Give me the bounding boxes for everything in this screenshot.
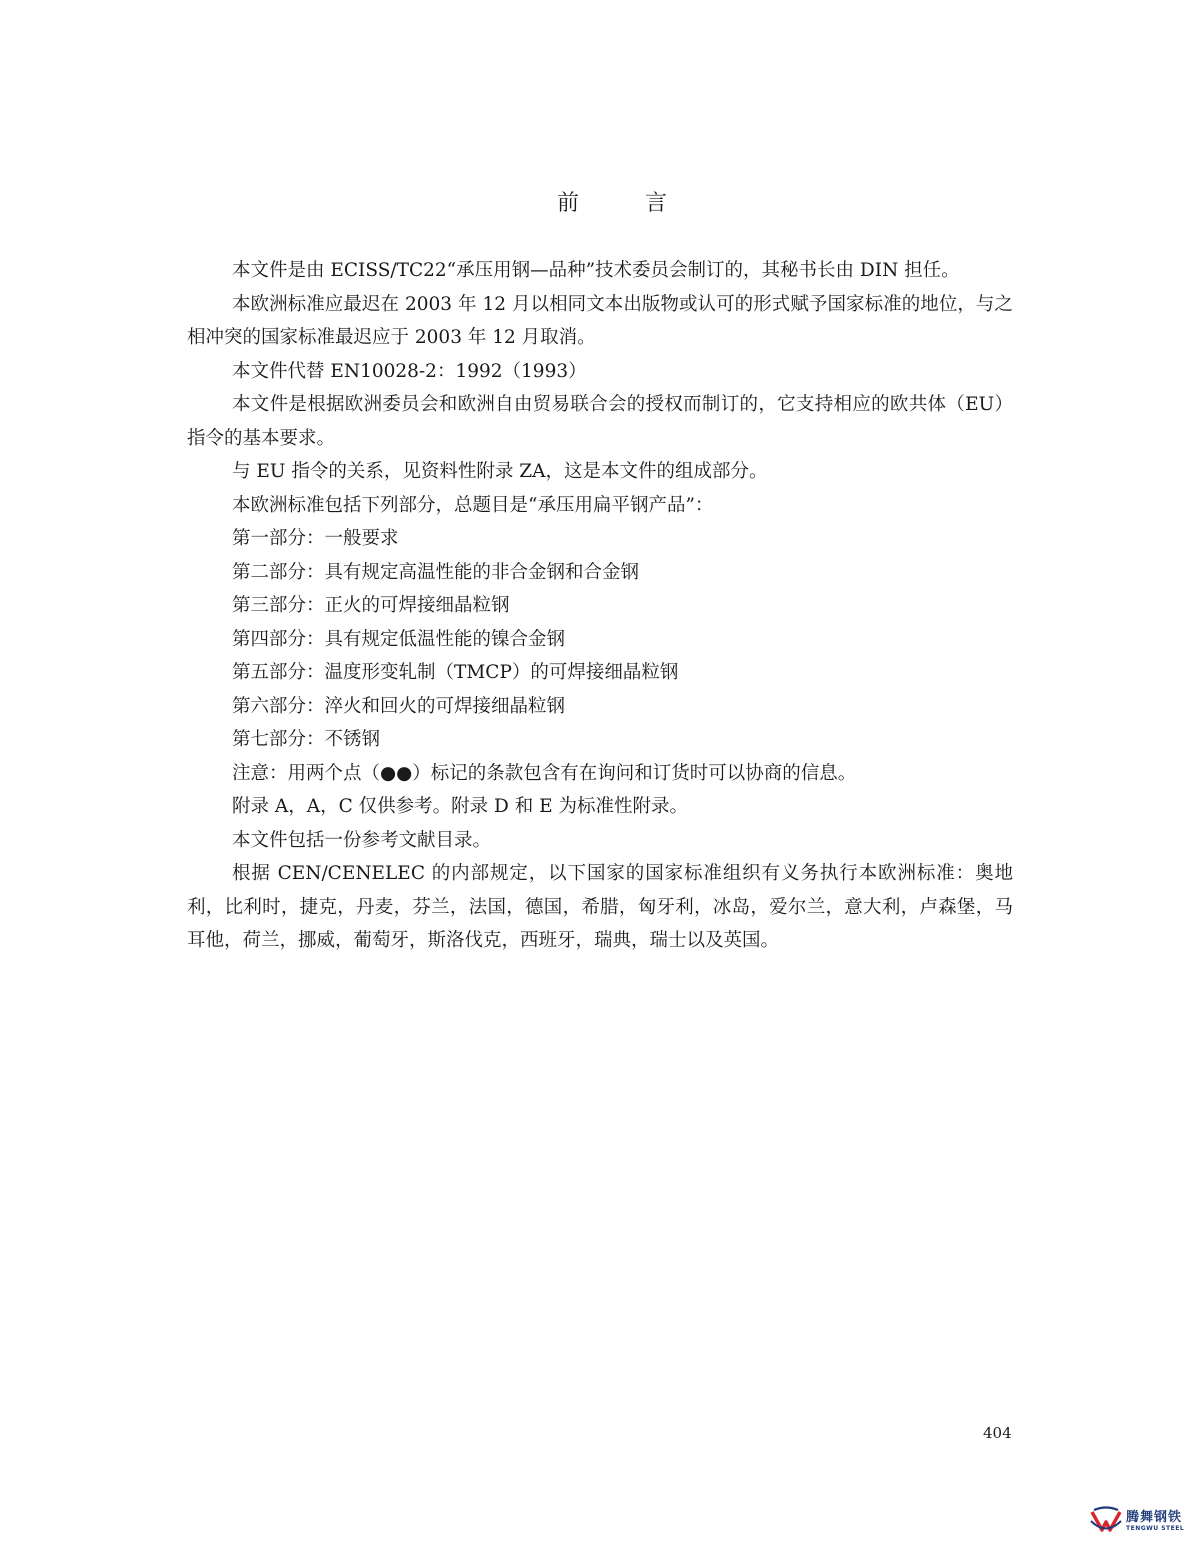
list-item: 第六部分：淬火和回火的可焊接细晶粒钢 [232,695,566,717]
paragraph: 本文件是由 ECISS/TC22“承压用钢—品种”技术委员会制订的，其秘书长由 DIN 担任。 [232,260,960,281]
paragraph: 本欧洲标准应最迟在 2003 年 12 月以相同文本出版物或认可的形式赋予国家标准的地位，与之相冲突的国家标准最迟应于 2003 年 12 月取消。 [187,293,1013,348]
logo-text-en: TENGWU STEEL [1126,1524,1185,1532]
logo-text-cn: 腾舞钢铁 [1126,1509,1183,1525]
paragraph: 本文件是根据欧洲委员会和欧洲自由贸易联合会的授权而制订的，它支持相应的欧共体（EU）指令的基本要求。 [187,394,1013,449]
page-number: 404 [983,1424,1012,1442]
body-text [187,254,1013,958]
paragraph: 本文件包括一份参考文献目录。 [232,829,492,851]
paragraph: 附录 A，A，C 仅供参考。附录 D 和 E 为标准性附录。 [232,796,688,817]
paragraph: 与 EU 指令的关系，见资料性附录 ZA，这是本文件的组成部分。 [232,461,768,482]
list-item: 第四部分：具有规定低温性能的镍合金钢 [232,628,566,650]
paragraph: 本欧洲标准包括下列部分，总题目是“承压用扁平钢产品”： [232,494,714,516]
logo-icon [1088,1506,1124,1536]
list-item: 第一部分：一般要求 [232,528,399,549]
list-item: 第七部分：不锈钢 [232,729,381,750]
watermark-logo [1088,1502,1192,1540]
list-item: 第二部分：具有规定高温性能的非合金钢和合金钢 [232,561,640,583]
list-item: 第五部分：温度形变轧制（TMCP）的可焊接细晶粒钢 [232,662,679,683]
note-paragraph: 注意：用两个点（●●）标记的条款包含有在询问和订货时可以协商的信息。 [232,762,857,784]
page-title: 前 言 [556,191,689,216]
paragraph: 根据 CEN/CENELEC 的内部规定，以下国家的国家标准组织有义务执行本欧洲标准：奥地利，比利时，捷克，丹麦，芬兰，法国，德国，希腊，匈牙利，冰岛，爱尔兰，意大利，卢森堡，马耳他，荷兰，挪威，葡萄牙，斯洛伐克，西班牙，瑞典，瑞士以及英国。 [187,863,1013,951]
paragraph: 本文件代替 EN10028-2：1992（1993） [232,360,587,382]
list-item: 第三部分：正火的可焊接细晶粒钢 [232,595,510,616]
